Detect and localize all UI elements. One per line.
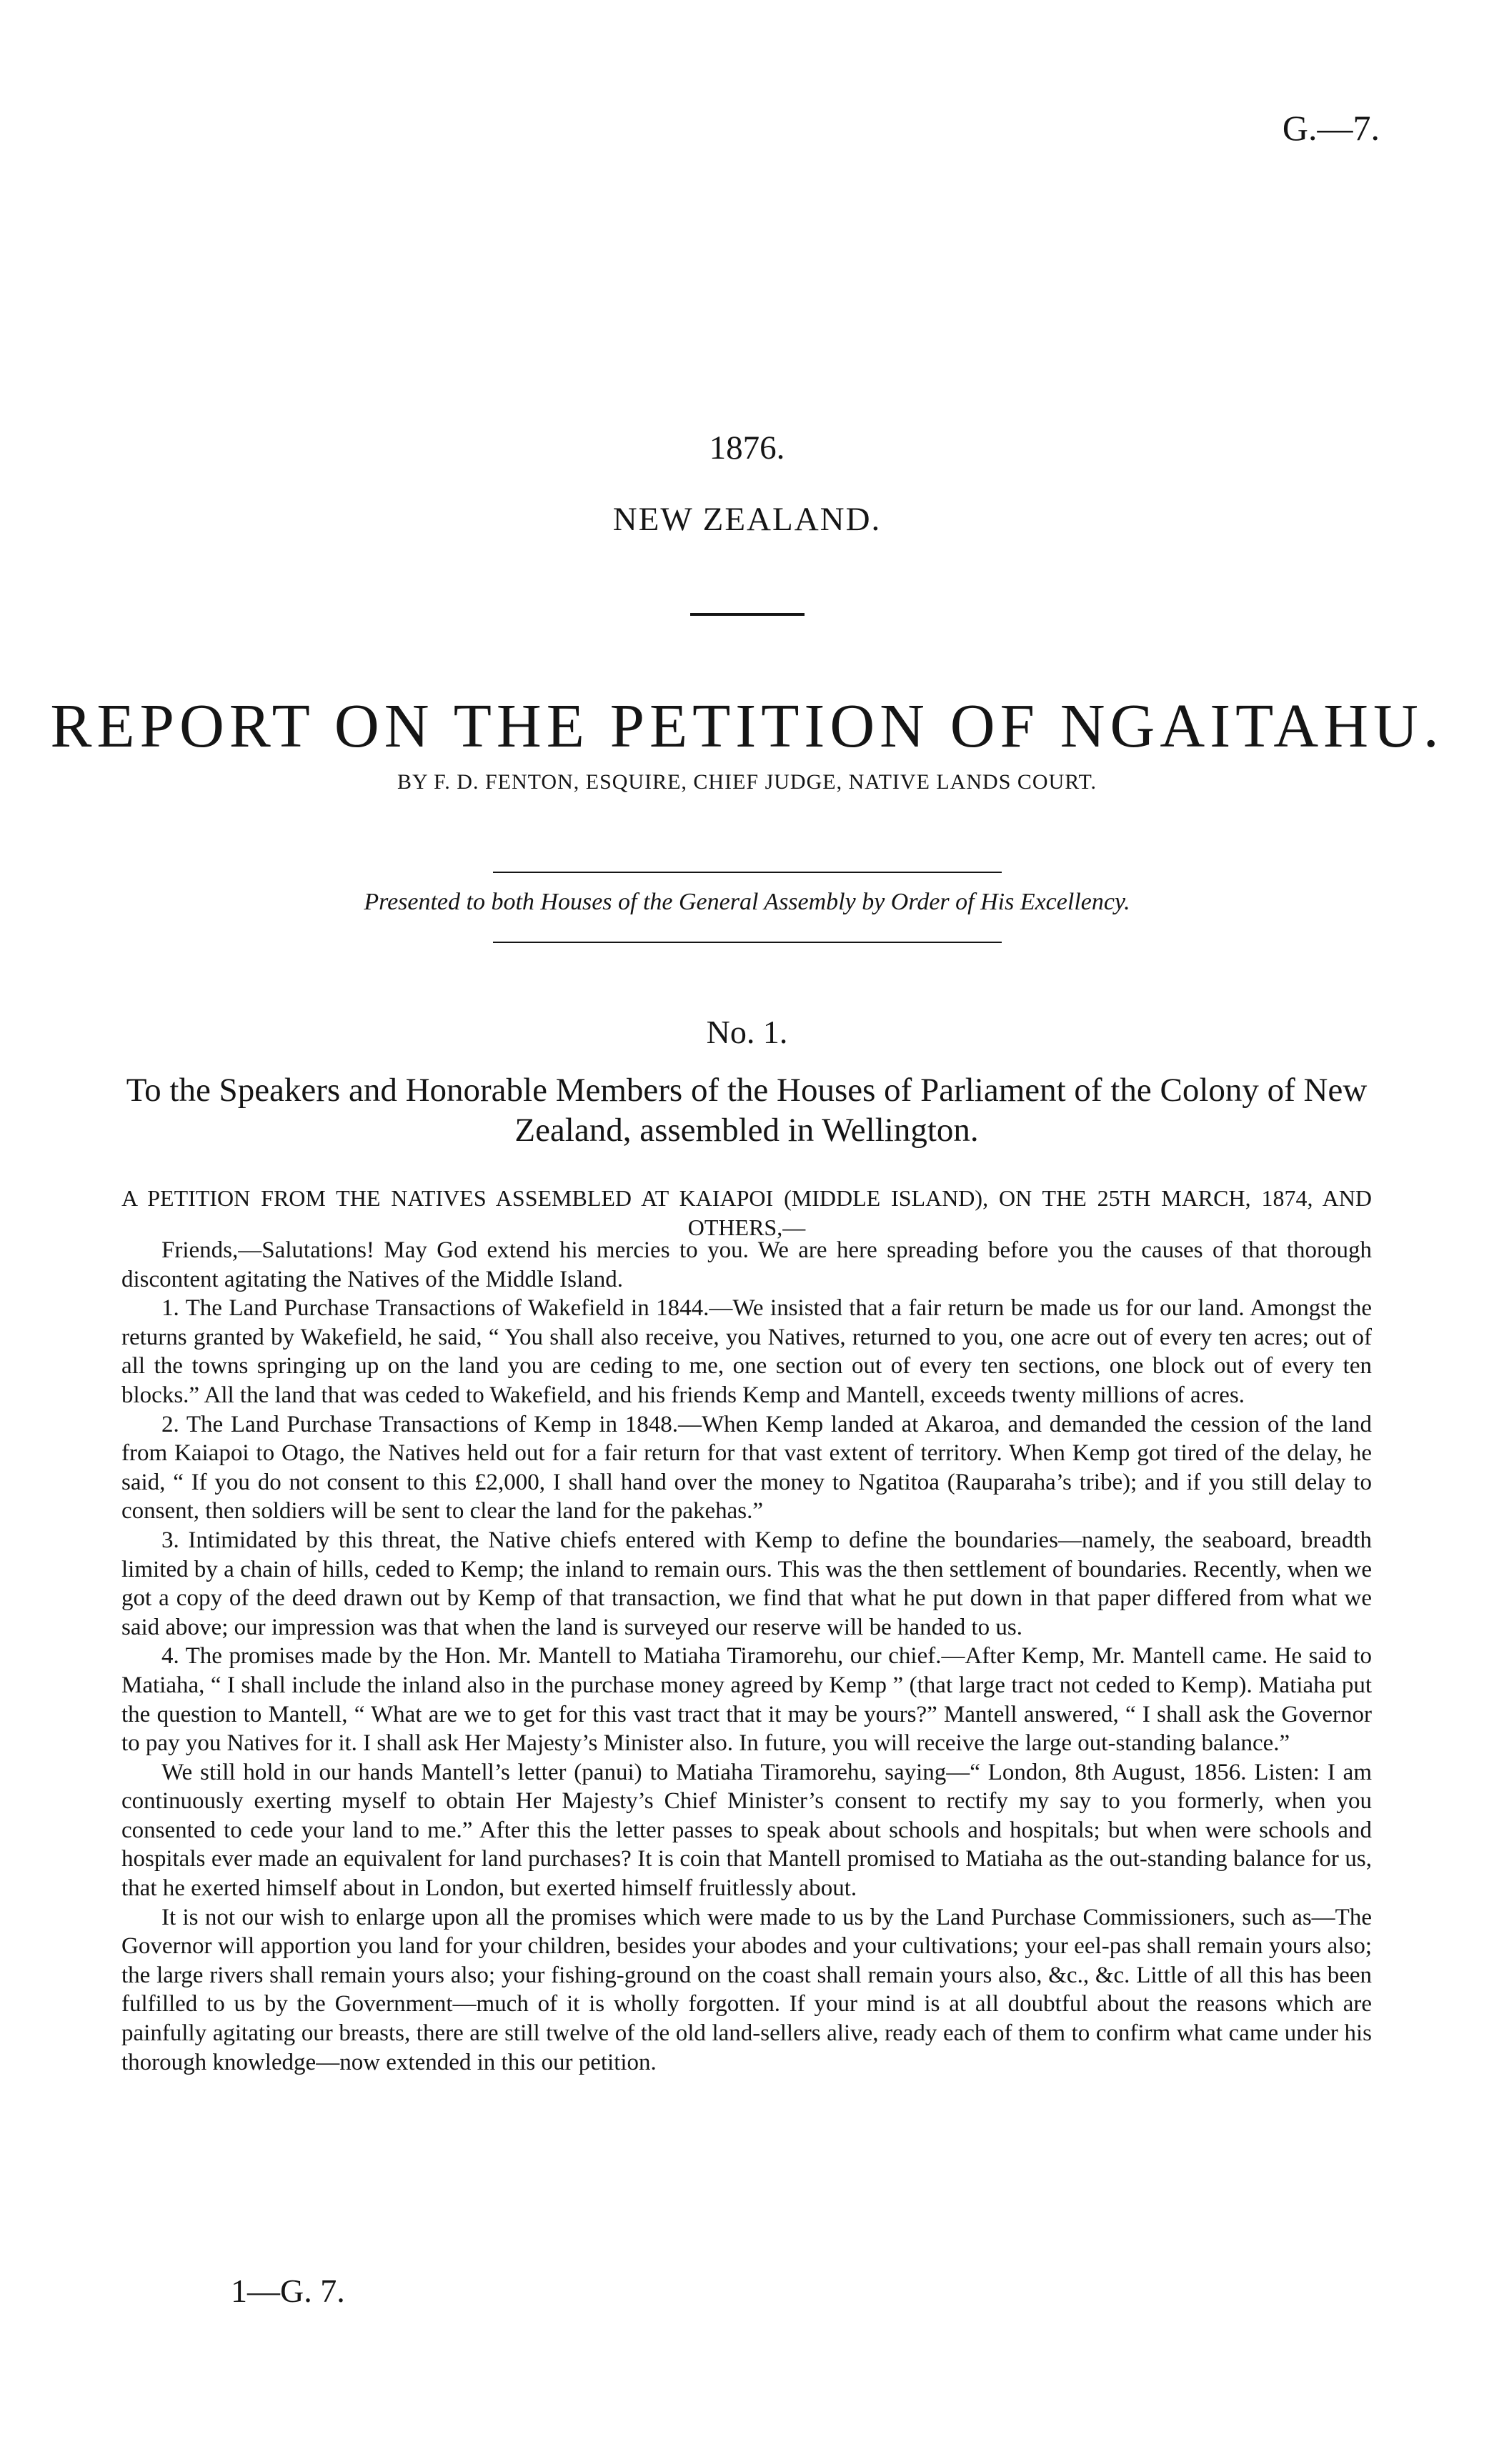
body-paragraph: It is not our wish to enlarge upon all the promises which were made to us by the Land Purchase Commissioners, such as—The Governor will apportion you land for your children, besides your abodes and your cultivations; your eel-pas shall remain yours also; the large rivers shall remain yours also; your fishing-ground on the coast shall remain yours also, &c., &c. Little of all this has been fulfilled to us by the Government—much of it is wholly forgotten. If your mind is at all doubtful about the reasons which are painfully agitating our breasts, there are still twelve of the old land-sellers alive, ready each of them to confirm what came under his thorough knowledge—now extended in this our petition.: [121, 1904, 1372, 2075]
section-number: No. 1.: [706, 1014, 788, 1050]
report-byline: BY F. D. FENTON, ESQUIRE, CHIEF JUDGE, NATIVE LANDS COURT.: [397, 770, 1097, 794]
petition-address: To the Speakers and Honorable Members of the Houses of Parliament of the Colony of New Zealand, assembled in Wellington.: [126, 1072, 1368, 1149]
petition-origin: A PETITION FROM THE NATIVES ASSEMBLED AT KAIAPOI (MIDDLE ISLAND), ON THE 25TH MARCH, 1874, AND OTHERS,—: [121, 1185, 1372, 1240]
body-paragraph: 1. The Land Purchase Transactions of Wakefield in 1844.—We insisted that a fair return be made us for our land. Amongst the returns granted by Wakefield, he said, “ You shall also receive, you Natives, returned to you, one acre out of every ten acres; out of all the towns springing up on the land you are ceding to me, one section out of every ten sections, one block out of every ten blocks.” All the land that was ceded to Wakefield, and his friends Kemp and Mantell, exceeds twenty millions of acres.: [121, 1295, 1372, 1408]
body-paragraph: 3. Intimidated by this threat, the Native chiefs entered with Kemp to define the boundaries—namely, the seaboard, breadth limited by a chain of hills, ceded to Kemp; the inland to remain ours. This was the then settlement of boundaries. Recently, when we got a copy of the deed drawn out by Kemp of that transaction, we find that what he put down in that paper differed from what we said above; our impression was that when the land is surveyed our reserve will be handed to us.: [121, 1527, 1372, 1640]
report-year: 1876.: [709, 429, 785, 467]
body-paragraph: 4. The promises made by the Hon. Mr. Mantell to Matiaha Tiramorehu, our chief.—After Kemp, Mr. Mantell came. He said to Matiaha, “ I shall include the inland also in the purchase money agreed by Kemp ” (that large tract not ceded to Kemp). Matiaha put the question to Mantell, “ What are we to get for this vast tract that it may be yours?” Mantell answered, “ I shall ask the Governor to pay you Natives for it. I shall ask Her Majesty’s Minister also. In future, you will receive the large out-standing balance.”: [121, 1643, 1372, 1757]
lower-divider: [493, 942, 1002, 943]
upper-divider: [493, 872, 1002, 873]
page-code: G.—7.: [1282, 108, 1380, 148]
body-paragraph: 2. The Land Purchase Transactions of Kemp in 1848.—When Kemp landed at Akaroa, and demanded the cession of the land from Kaiapoi to Otago, the Natives held out for a fair return for that vast extent of territory. When Kemp got tired of the delay, he said, “ If you do not consent to this £2,000, I shall hand over the money to Ngatitoa (Rauparaha’s tribe); and if you still delay to consent, then soldiers will be sent to clear the land for the pakehas.”: [121, 1411, 1372, 1525]
petition-body: [121, 1236, 1372, 2077]
body-paragraph: We still hold in our hands Mantell’s letter (panui) to Matiaha Tiramorehu, saying—“ London, 8th August, 1856. Listen: I am continuously exerting myself to obtain Her Majesty’s Chief Minister’s consent to rectify my say to you formerly, when you consented to cede your land to me.” After this the letter passes to speak about schools and hospitals; but when were schools and hospitals ever made an equivalent for land purchases? It is coin that Mantell promised to Matiaha as the out-standing balance for us, that he exerted himself about in London, but exerted himself fruitlessly about.: [121, 1759, 1372, 1902]
presented-line: Presented to both Houses of the General Assembly by Order of His Excellency.: [364, 889, 1130, 915]
report-title: REPORT ON THE PETITION OF NGAITAHU.: [50, 691, 1444, 760]
page-signature: 1—G. 7.: [231, 2273, 345, 2309]
short-divider: [690, 613, 805, 616]
country-heading: NEW ZEALAND.: [612, 501, 882, 538]
body-paragraph: Friends,—Salutations! May God extend his mercies to you. We are here spreading before you the causes of that thorough discontent agitating the Natives of the Middle Island.: [121, 1237, 1372, 1292]
